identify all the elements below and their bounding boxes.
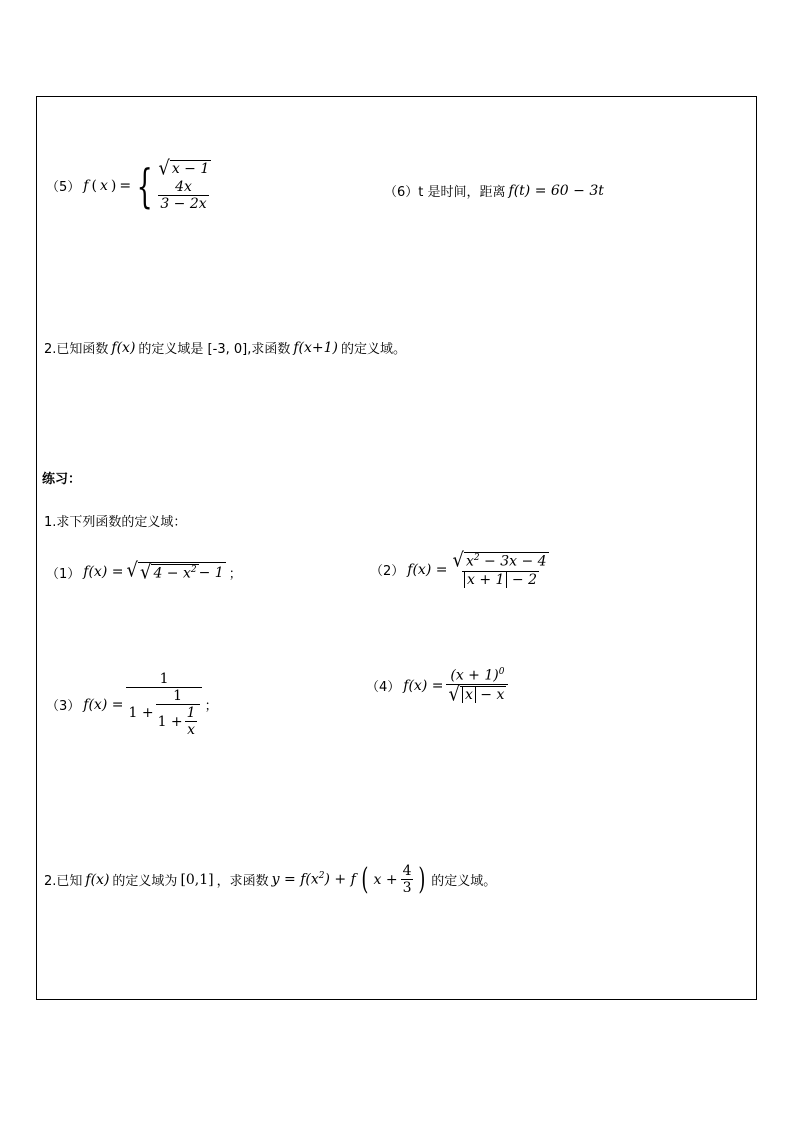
- practice-4: （4） f(x) = $(x + 1)^0$ √ x − x: [366, 668, 508, 704]
- p1-lhs: f(x) =: [83, 564, 124, 580]
- p1-end: ；: [228, 566, 242, 582]
- p2-den-rest: − 2: [507, 572, 538, 588]
- q2b-pre: 2.已知: [44, 874, 83, 889]
- p4-den-rest: − x: [475, 686, 505, 703]
- p4-den-abs: x: [462, 687, 476, 703]
- p4-lhs: f(x) =: [403, 677, 444, 694]
- func-arg: x: [99, 177, 108, 194]
- q2b-xplus: x +: [373, 871, 398, 888]
- p1-inner: 4 − x: [153, 565, 191, 582]
- p3-one-plus: 1 +: [128, 705, 154, 721]
- question-5: （5） f ( x ) = { √ x − 1 $\frac{4x}{3 - 2x}$: [46, 156, 210, 213]
- p3-label: （3）: [46, 699, 81, 714]
- question-5-label: （5）: [46, 180, 81, 195]
- q2a-fx: f(x): [111, 339, 136, 356]
- p4-num: (x + 1): [450, 667, 499, 684]
- case-2-denominator: 3 − 2x: [160, 196, 207, 212]
- q2b-sup: 2: [318, 871, 325, 882]
- q2a-pre: 2.已知函数: [44, 342, 109, 357]
- p3-inner-den: 1 +: [157, 713, 183, 730]
- p3-xden: x: [187, 722, 196, 738]
- p3-xnum: 1: [186, 705, 196, 721]
- p2-den-abs: x + 1: [464, 572, 507, 588]
- case-1: x − 1: [171, 161, 210, 177]
- practice-1: （1） f(x) = √ √ $4 - x^2$ − 1 ；: [46, 558, 242, 584]
- p4-label: （4）: [366, 680, 401, 696]
- practice-2: （2） f(x) = √ $x^2 - 3x - 4$ x + 1 − 2: [370, 548, 547, 588]
- case-2-numerator: 4x: [175, 179, 192, 195]
- p3-one-b: 1: [173, 688, 183, 704]
- question-6-label: （6）t 是时间，距离: [384, 185, 506, 200]
- p1-sup: 2: [190, 565, 197, 575]
- question-6-expr: f(t) = 60 − 3t: [508, 182, 604, 199]
- p1-label: （1）: [46, 566, 81, 582]
- p2-lhs: f(x) =: [407, 561, 448, 578]
- piecewise-brace: {: [136, 158, 153, 213]
- practice-3: [46, 672, 218, 737]
- p2-num-rest: − 3x − 4: [479, 553, 547, 570]
- p1-tail: − 1: [198, 565, 224, 581]
- practice-q1: 1.求下列函数的定义域：: [44, 515, 187, 530]
- q2b-expr2: ) + f: [324, 871, 356, 888]
- p2-sup: 2: [473, 553, 480, 563]
- equals-sign: =: [119, 177, 132, 194]
- q2b-post: 的定义域。: [431, 874, 497, 889]
- q2b-mid2: ，求函数: [216, 874, 269, 889]
- p3-end: ；: [204, 699, 218, 714]
- q2b-mid: 的定义域为: [112, 874, 178, 889]
- practice-title: 练习：: [42, 472, 82, 487]
- question-2-practice: 2.已知 f(x) 的定义域为 [0,1] ，求函数 $y = f(x^2) + f$ ( x + $\frac{4}{3}$ ) 的定义域。: [44, 861, 497, 897]
- p2-num: x: [465, 553, 474, 570]
- q2b-interval: [0,1]: [180, 871, 214, 888]
- p3-one: 1: [159, 671, 169, 687]
- func-name: f: [83, 177, 89, 194]
- q2b-expr1: y = f(x: [271, 871, 319, 888]
- question-2-domain: [44, 338, 406, 357]
- q2b-fden: 3: [402, 880, 412, 896]
- p3-lhs: f(x) =: [83, 696, 124, 713]
- q2b-fx: f(x): [85, 871, 110, 888]
- q2b-fnum: 4: [402, 863, 412, 879]
- p2-label: （2）: [370, 564, 405, 579]
- q2a-fx1: f(x+1): [293, 339, 338, 356]
- question-6: [384, 181, 604, 200]
- p4-sup: 0: [498, 667, 505, 677]
- q2a-mid: 的定义域是 [-3, 0],求函数: [138, 342, 291, 357]
- q2a-post: 的定义域。: [340, 342, 406, 357]
